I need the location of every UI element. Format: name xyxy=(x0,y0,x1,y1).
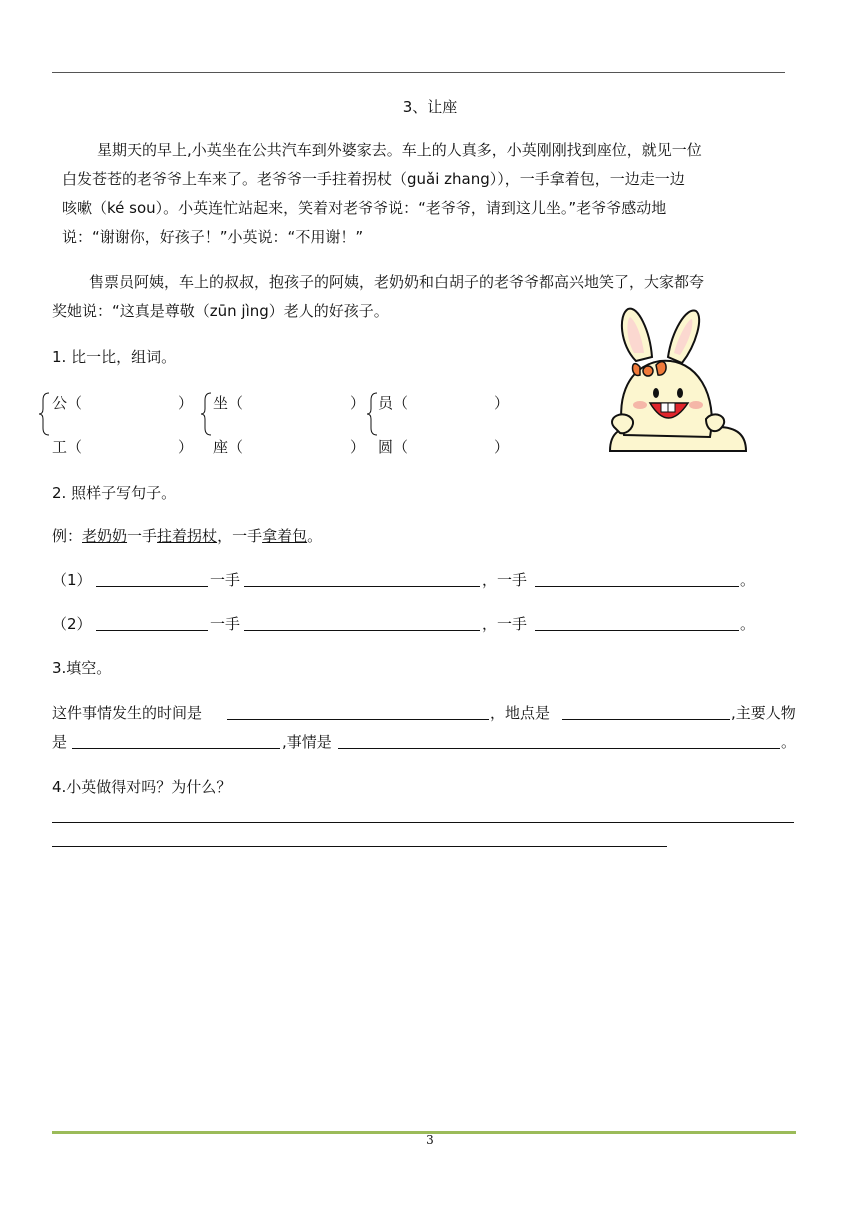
q1-word-3-top: 员（ xyxy=(378,394,409,412)
q2-item1-period: 。 xyxy=(740,571,756,589)
q2-item2-label: （2） xyxy=(52,615,92,633)
q3-place-label: ，地点是 xyxy=(490,704,551,722)
example-prefix: 例： xyxy=(52,527,83,545)
q2-item1-label: （1） xyxy=(52,571,92,589)
q2-item2-one-hand: 一手 xyxy=(210,615,241,633)
q2-example xyxy=(52,525,322,546)
q3-heading: 3.填空。 xyxy=(52,659,112,677)
q2-item1-blank-action1[interactable] xyxy=(244,586,480,587)
q3-people-label: ,主要人物 xyxy=(731,704,796,722)
q2-item1-blank-subject[interactable] xyxy=(96,586,208,587)
brace-2 xyxy=(200,392,212,436)
q4-answer-line-1[interactable] xyxy=(52,822,794,823)
q2-item2-blank-action1[interactable] xyxy=(244,630,480,631)
example-action-2: 拿着包 xyxy=(262,527,308,545)
q2-item2-one-hand-2: ，一手 xyxy=(482,615,528,633)
page-title: 3、让座 xyxy=(402,98,458,116)
q1-word-2-bottom: 座（ xyxy=(213,438,244,456)
brace-1 xyxy=(38,392,50,436)
header-rule xyxy=(52,72,785,73)
example-action-1: 拄着拐杖 xyxy=(157,527,218,545)
q2-item1-one-hand: 一手 xyxy=(210,571,241,589)
q1-word-3-top-close: ） xyxy=(494,394,510,412)
story-p2-line2: 奖她说：“这真是尊敬（zūn jìng）老人的好孩子。 xyxy=(52,302,389,320)
example-period: 。 xyxy=(307,527,323,545)
q3-period: 。 xyxy=(781,733,797,751)
story-p1-line3: 咳嗽（ké sou）。小英连忙站起来，笑着对老爷爷说：“老爷爷，请到这儿坐。”老爷爷感动地 xyxy=(62,199,667,217)
q1-word-2-top-close: ） xyxy=(350,394,366,412)
example-one-hand-2: ，一手 xyxy=(217,527,263,545)
q1-word-3-bottom: 圆（ xyxy=(378,438,409,456)
bunny-illustration xyxy=(606,305,748,453)
example-one-hand: 一手 xyxy=(127,527,158,545)
q1-word-1-top-close: ） xyxy=(178,394,194,412)
q3-time-label: 这件事情发生的时间是 xyxy=(52,704,203,722)
q4-heading: 4.小英做得对吗？为什么？ xyxy=(52,778,232,796)
q1-word-1-bottom-close: ） xyxy=(178,438,194,456)
example-subject: 老奶奶 xyxy=(82,527,128,545)
q1-word-2-top: 坐（ xyxy=(213,394,244,412)
q2-item1-one-hand-2: ，一手 xyxy=(482,571,528,589)
page-number: 3 xyxy=(426,1133,434,1147)
q1-word-1-bottom: 工（ xyxy=(52,438,83,456)
q2-item2-blank-action2[interactable] xyxy=(535,630,739,631)
q3-event-label: ,事情是 xyxy=(282,733,332,751)
story-p1-line2: 白发苍苍的老爷爷上车来了。老爷爷一手拄着拐杖（guǎi zhang）），一手拿着包，一边走一边 xyxy=(62,170,685,188)
brace-3 xyxy=(366,392,378,436)
q1-word-3-bottom-close: ） xyxy=(494,438,510,456)
q3-event-blank[interactable] xyxy=(338,748,780,749)
q1-word-2-bottom-close: ） xyxy=(350,438,366,456)
q3-people-blank[interactable] xyxy=(72,748,280,749)
story-p1-line1: 星期天的早上,小英坐在公共汽车到外婆家去。车上的人真多，小英刚刚找到座位，就见一位 xyxy=(97,141,702,159)
q3-people-prefix: 是 xyxy=(52,733,68,751)
q4-answer-line-2[interactable] xyxy=(52,846,667,847)
q3-place-blank[interactable] xyxy=(562,719,730,720)
q2-item2-period: 。 xyxy=(740,615,756,633)
story-p2-line1: 售票员阿姨，车上的叔叔，抱孩子的阿姨，老奶奶和白胡子的老爷爷都高兴地笑了，大家都夸 xyxy=(89,273,705,291)
q1-word-1-top: 公（ xyxy=(52,394,83,412)
q2-item1-blank-action2[interactable] xyxy=(535,586,739,587)
story-p1-line4: 说：“谢谢你，好孩子！”小英说：“不用谢！” xyxy=(62,228,364,246)
q2-heading: 2. 照样子写句子。 xyxy=(52,484,177,502)
q2-item2-blank-subject[interactable] xyxy=(96,630,208,631)
q3-time-blank[interactable] xyxy=(227,719,489,720)
q1-heading: 1. 比一比，组词。 xyxy=(52,348,177,366)
